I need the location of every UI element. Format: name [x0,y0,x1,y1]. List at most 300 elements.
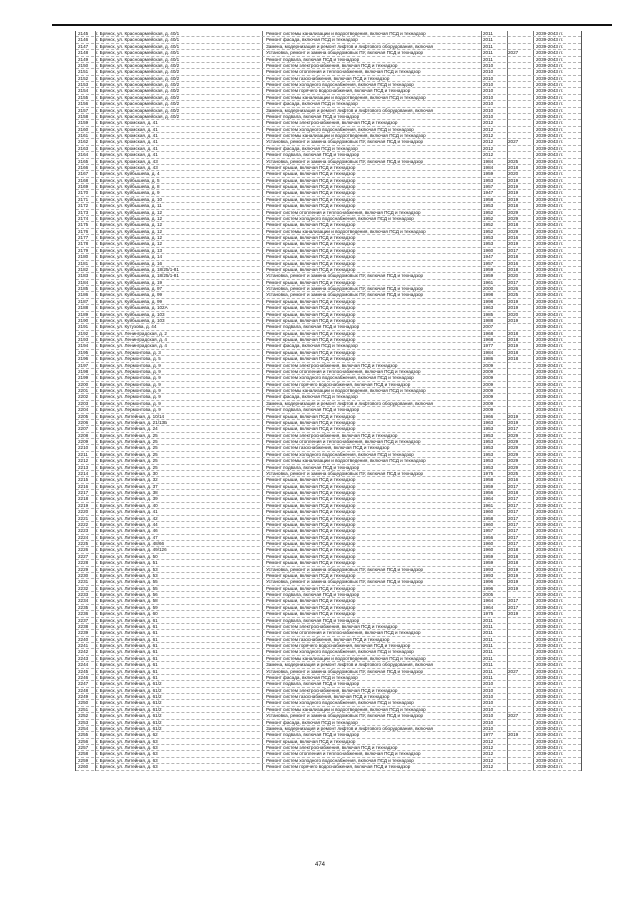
row-address: г. Брянск, ул. Лермонтова, д. 9 [96,375,161,381]
row-last-repair-year: 2018 [508,266,519,272]
row-year-built: 1953 [483,241,494,247]
row-number: 2178 [78,241,89,247]
row-planned-period: 2039-2043 гг. [536,62,564,68]
row-address: г. Брянск, ул. Кромская, д. 43 [96,164,158,170]
row-number: 2148 [78,50,89,56]
row-year-built: 1996 [483,585,494,591]
row-year-built: 1953 [483,458,494,464]
row-year-built: 2010 [483,687,494,693]
row-number: 2156 [78,101,89,107]
row-last-repair-year: 2025 [508,158,519,164]
row-last-repair-year: 2017 [508,426,519,432]
row-address: г. Брянск, ул. Куйбышева, д. 18/25/1-81 [96,273,179,279]
row-planned-period: 2039-2043 гг. [536,738,564,744]
row-work-type: Ремонт фасада, включая ПСД и технадзор [266,674,358,680]
row-work-type: Ремонт систем холодного водоснабжения, включая ПСД и технадзор [266,215,414,221]
row-year-built: 1959 [483,483,494,489]
row-number: 2244 [78,662,89,668]
row-address: г. Брянск, ул. Куйбышева, д. 99 [96,298,163,304]
row-work-type: Ремонт крыши, включая ПСД и технадзор [266,413,356,419]
row-number: 2151 [78,69,89,75]
row-address: г. Брянск, ул. Красноармейская, д. 40/2 [96,113,180,119]
row-work-type: Ремонт систем отопления и теплоснабжения, включая ПСД и технадзор [266,439,421,444]
row-planned-period: 2039-2043 гг. [536,254,564,260]
row-year-built: 2011 [483,31,493,36]
row-year-built: 2009 [483,388,494,393]
row-last-repair-year: 2016 [508,477,519,483]
row-number: 2198 [78,368,89,374]
row-number: 2206 [78,419,89,425]
row-number: 2220 [78,509,89,515]
row-last-repair-year: 2029 [508,209,519,215]
row-year-built: 1953 [483,235,494,240]
row-number: 2213 [78,464,89,470]
row-address: г. Брянск, ул. Литейная, д. 60 [96,611,158,617]
row-number: 2233 [78,592,89,597]
row-work-type: Ремонт крыши, включая ПСД и технадзор [266,305,356,311]
row-planned-period: 2039-2043 гг. [536,43,564,49]
row-work-type: Ремонт систем газоснабжения, включая ПСД и технадзор [266,636,390,642]
row-planned-period: 2039-2043 гг. [536,279,564,285]
row-number: 2171 [78,196,89,202]
row-number: 2182 [78,266,89,272]
row-planned-period: 2039-2043 гг. [536,133,564,138]
row-year-built: 2012 [483,145,494,151]
row-work-type: Ремонт системы канализации и водоотведения, включая ПСД и технадзор [266,228,426,234]
row-address: г. Брянск, ул. Лермонтова, д. 5 [96,356,161,362]
row-work-type: Ремонт систем отопления и теплоснабжения, включая ПСД и технадзор [266,69,421,75]
row-year-built: 1953 [483,432,494,438]
row-work-type: Ремонт системы канализации и водоотведения, включая ПСД и технадзор [266,31,426,36]
row-work-type: Ремонт крыши, включая ПСД и технадзор [266,164,356,170]
row-address: г. Брянск, ул. Лермонтова, д. 9 [96,394,161,400]
row-address: г. Брянск, ул. Куйбышева, д. 8 [96,184,160,189]
row-planned-period: 2039-2043 гг. [536,101,564,107]
row-year-built: 1961 [483,502,494,508]
row-last-repair-year: 2016 [508,235,519,240]
row-year-built: 1960 [483,521,494,527]
row-last-repair-year: 2017 [508,515,519,521]
row-address: г. Брянск, ул. Куйбышева, д. 9 [96,190,160,196]
row-year-built: 2011 [483,37,493,43]
row-planned-period: 2039-2043 гг. [536,273,564,279]
row-work-type: Ремонт подвала, включая ПСД и технадзор [266,592,360,597]
row-address: г. Брянск, ул. Кромская, д. 41 [96,133,158,138]
row-year-built: 1947 [483,190,494,196]
row-year-built: 1993 [483,566,494,572]
row-number: 2234 [78,598,89,604]
row-address: г. Брянск, ул. Куйбышева, д. 12 [96,241,163,247]
row-last-repair-year: 2018 [508,330,519,336]
row-planned-period: 2039-2043 гг. [536,305,564,311]
row-address: г. Брянск, ул. Куйбышева, д. 18/25/1-81 [96,266,179,272]
row-year-built: 1958 [483,515,494,521]
row-year-built: 2009 [483,394,494,400]
row-planned-period: 2039-2043 гг. [536,662,564,668]
row-last-repair-year: 2019 [508,241,519,247]
row-work-type: Ремонт крыши, включая ПСД и технадзор [266,502,356,508]
row-address: г. Брянск, ул. Лермонтова, д. 9 [96,362,161,368]
row-last-repair-year: 2017 [508,541,519,546]
row-last-repair-year: 2017 [508,534,519,540]
row-last-repair-year: 2029 [508,228,519,234]
row-year-built: 1959 [483,266,494,272]
row-address: г. Брянск, ул. Литейная, д. 53 [96,572,158,578]
row-number: 2155 [78,94,89,100]
row-address: г. Брянск, ул. Куйбышева, д. 5 [96,177,160,183]
row-last-repair-year: 2019 [508,732,519,738]
row-work-type: Ремонт крыши, включая ПСД и технадзор [266,177,356,183]
row-year-built: 1952 [483,215,494,221]
row-planned-period: 2039-2043 гг. [536,585,564,591]
row-year-built: 1963 [483,419,494,425]
row-planned-period: 2039-2043 гг. [536,286,564,291]
row-year-built: 2005 [483,592,494,597]
row-year-built: 2012 [483,126,494,132]
row-last-repair-year: 2018 [508,222,519,228]
row-year-built: 1998 [483,298,494,304]
row-planned-period: 2039-2043 гг. [536,598,564,604]
row-year-built: 1958 [483,196,494,202]
row-work-type: Ремонт крыши, включая ПСД и технадзор [266,317,356,323]
row-address: г. Брянск, ул. Литейная, д. 61/2 [96,706,162,712]
row-work-type: Ремонт систем электроснабжения, включая ПСД и технадзор [266,623,398,629]
row-year-built: 2011 [483,643,493,648]
row-work-type: Установка, ремонт и замена общедомовых ПУ, включая ПСД и технадзор [266,566,424,572]
row-number: 2205 [78,413,89,419]
row-work-type: Ремонт крыши, включая ПСД и технадзор [266,521,356,527]
row-last-repair-year: 2017 [508,528,519,534]
row-number: 2245 [78,668,89,674]
row-number: 2216 [78,483,89,489]
row-work-type: Ремонт подвала, включая ПСД и технадзор [266,681,360,687]
row-last-repair-year: 2018 [508,553,519,559]
capital-repair-table [75,31,582,771]
row-work-type: Ремонт подвала, включая ПСД и технадзор [266,732,360,738]
row-work-type: Ремонт подвала, включая ПСД и технадзор [266,113,360,119]
row-address: г. Брянск, ул. Литейная, д. 47 [96,534,158,540]
row-year-built: 2011 [483,50,493,56]
row-planned-period: 2039-2043 гг. [536,311,564,317]
row-year-built: 1953 [483,203,494,209]
row-year-built: 1953 [483,439,494,444]
row-work-type: Ремонт систем электроснабжения, включая ПСД и технадзор [266,362,398,368]
row-last-repair-year: 2019 [508,585,519,591]
row-last-repair-year: 2018 [508,560,519,566]
row-planned-period: 2039-2043 гг. [536,681,564,687]
row-address: г. Брянск, ул. Литейная, д. 25 [96,464,158,470]
row-planned-period: 2039-2043 гг. [536,496,564,502]
row-address: г. Брянск, ул. Красноармейская, д. 40/1 [96,50,180,56]
row-year-built: 2009 [483,381,494,387]
row-address: г. Брянск, ул. Красноармейская, д. 40/1 [96,31,180,36]
row-planned-period: 2039-2043 гг. [536,298,564,304]
row-number: 2183 [78,273,89,279]
row-year-built: 2011 [483,623,493,629]
row-work-type: Ремонт систем холодного водоснабжения, включая ПСД и технадзор [266,82,414,87]
row-planned-period: 2039-2043 гг. [536,541,564,546]
row-work-type: Ремонт крыши, включая ПСД и технадзор [266,337,356,342]
row-address: г. Брянск, ул. Куйбышева, д. 11 [96,203,162,209]
row-address: г. Брянск, ул. Литейная, д. 25 [96,458,158,464]
row-number: 2146 [78,37,89,43]
row-number: 2192 [78,330,89,336]
row-number: 2225 [78,541,89,546]
row-work-type: Установка, ремонт и замена общедомовых ПУ, включая ПСД и технадзор [266,292,424,298]
row-planned-period: 2039-2043 гг. [536,349,564,355]
row-year-built: 2012 [483,745,494,750]
row-planned-period: 2039-2043 гг. [536,694,564,699]
row-work-type: Ремонт систем отопления и теплоснабжения, включая ПСД и технадзор [266,368,421,374]
row-number: 2189 [78,311,89,317]
row-planned-period: 2039-2043 гг. [536,209,564,215]
row-address: г. Брянск, ул. Лермонтова, д. 9 [96,407,161,413]
row-year-built: 2012 [483,751,494,757]
row-address: г. Брянск, ул. Литейная, д. 46 [96,528,158,534]
row-work-type: Ремонт систем холодного водоснабжения, включая ПСД и технадзор [266,757,414,763]
row-address: г. Брянск, ул. Кромская, д. 41 [96,126,158,132]
row-work-type: Ремонт крыши, включая ПСД и технадзор [266,260,356,266]
row-planned-period: 2039-2043 гг. [536,120,564,126]
row-planned-period: 2039-2043 гг. [536,509,564,515]
row-address: г. Брянск, ул. Красноармейская, д. 40/2 [96,107,180,113]
row-number: 2226 [78,547,89,553]
row-work-type: Установка, ремонт и замена общедомовых ПУ, включая ПСД и технадзор [266,286,424,291]
row-work-type: Ремонт крыши, включая ПСД и технадзор [266,171,356,177]
row-year-built: 1953 [483,426,494,432]
row-address: г. Брянск, ул. Куйбышева, д. 12 [96,222,163,228]
row-address: г. Брянск, ул. Литейная, д. 21/13Б [96,419,168,425]
row-work-type: Ремонт систем горячего водоснабжения, включая ПСД и технадзор [266,88,411,94]
row-address: г. Брянск, ул. Литейная, д. 61 [96,674,158,680]
row-number: 2149 [78,56,89,62]
row-planned-period: 2039-2043 гг. [536,88,564,94]
row-year-built: 2011 [483,56,493,62]
row-work-type: Ремонт крыши, включая ПСД и технадзор [266,509,356,515]
row-number: 2260 [78,764,89,770]
row-last-repair-year: 2017 [508,247,519,253]
row-address: г. Брянск, ул. Красноармейская, д. 40/1 [96,56,180,62]
row-last-repair-year: 2029 [508,458,519,464]
row-planned-period: 2039-2043 гг. [536,196,564,202]
row-year-built: 1960 [483,247,494,253]
row-year-built: 1968 [483,330,494,336]
row-last-repair-year: 2017 [508,604,519,610]
table-row [76,764,581,770]
row-number: 2231 [78,579,89,585]
row-planned-period: 2039-2043 гг. [536,235,564,240]
row-address: г. Брянск, ул. Литейная, д. 61 [96,636,158,642]
row-year-built: 2011 [483,662,493,668]
row-last-repair-year: 2027 [508,139,519,145]
row-number: 2257 [78,745,89,750]
row-number: 2202 [78,394,89,400]
row-last-repair-year: 2019 [508,184,519,189]
row-number: 2200 [78,381,89,387]
row-address: г. Брянск, ул. Красноармейская, д. 40/2 [96,69,180,75]
row-address: г. Брянск, ул. Литейная, д. 25 [96,451,158,457]
row-planned-period: 2039-2043 гг. [536,177,564,183]
row-last-repair-year: 2019 [508,190,519,196]
row-work-type: Установка, ремонт и замена общедомовых ПУ, включая ПСД и технадзор [266,713,424,719]
row-last-repair-year: 2019 [508,298,519,304]
row-number: 2164 [78,152,89,158]
row-year-built: 2011 [483,630,493,636]
row-year-built: 1968 [483,337,494,342]
row-planned-period: 2039-2043 гг. [536,719,564,725]
row-planned-period: 2039-2043 гг. [536,164,564,170]
row-planned-period: 2039-2043 гг. [536,330,564,336]
row-number: 2259 [78,757,89,763]
row-last-repair-year: 2018 [508,203,519,209]
row-address: г. Брянск, ул. Красноармейская, д. 40/1 [96,37,180,43]
row-address: г. Брянск, ул. Литейная, д. 56 [96,592,158,597]
page-number: 474 [314,862,325,868]
row-number: 2191 [78,324,89,330]
row-work-type: Ремонт системы канализации и водоотведения, включая ПСД и технадзор [266,133,426,138]
row-planned-period: 2039-2043 гг. [536,228,564,234]
row-work-type: Ремонт систем холодного водоснабжения, включая ПСД и технадзор [266,451,414,457]
row-planned-period: 2039-2043 гг. [536,611,564,617]
row-year-built: 2010 [483,706,494,712]
row-work-type: Ремонт фасада, включая ПСД и технадзор [266,719,358,725]
row-year-built: 1996 [483,579,494,585]
row-address: г. Брянск, ул. Литейная, д. 25 [96,445,158,451]
row-year-built: 1956 [483,534,494,540]
row-number: 2229 [78,566,89,572]
row-last-repair-year: 2029 [508,439,519,444]
row-address: г. Брянск, ул. Куйбышева, д. 103 [96,311,165,317]
row-year-built: 1984 [483,349,494,355]
row-number: 2179 [78,247,89,253]
row-work-type: Ремонт систем отопления и теплоснабжения, включая ПСД и технадзор [266,751,421,757]
row-number: 2184 [78,279,89,285]
row-address: г. Брянск, ул. Литейная, д. 32 [96,477,158,483]
row-year-built: 2010 [483,94,494,100]
row-work-type: Ремонт крыши, включая ПСД и технадзор [266,611,356,617]
row-year-built: 1959 [483,273,494,279]
row-year-built: 2010 [483,719,494,725]
row-work-type: Ремонт системы канализации и водоотведения, включая ПСД и технадзор [266,706,426,712]
row-planned-period: 2039-2043 гг. [536,649,564,655]
row-number: 2172 [78,203,89,209]
row-address: г. Брянск, ул. Литейная, д. 51 [96,560,158,566]
row-planned-period: 2039-2043 гг. [536,113,564,119]
row-address: г. Брянск, ул. Куйбышева, д. 12 [96,228,163,234]
row-year-built: 2010 [483,694,494,699]
row-last-repair-year: 2018 [508,254,519,260]
row-number: 2193 [78,337,89,342]
row-last-repair-year: 2029 [508,464,519,470]
row-last-repair-year: 2019 [508,196,519,202]
row-work-type: Ремонт крыши, включая ПСД и технадзор [266,572,356,578]
row-planned-period: 2039-2043 гг. [536,171,564,177]
row-last-repair-year: 2020 [508,311,519,317]
row-number: 2210 [78,445,89,451]
row-year-built: 1959 [483,171,494,177]
row-address: г. Брянск, ул. Куйбышева, д. 12 [96,209,163,215]
row-number: 2221 [78,515,89,521]
row-year-built: 2012 [483,139,494,145]
row-year-built: 2010 [483,700,494,706]
row-planned-period: 2039-2043 гг. [536,623,564,629]
row-number: 2185 [78,286,89,291]
row-planned-period: 2039-2043 гг. [536,419,564,425]
row-number: 2222 [78,521,89,527]
row-work-type: Ремонт крыши, включая ПСД и технадзор [266,356,356,362]
row-address: г. Брянск, ул. Литейная, д. 55 [96,585,158,591]
row-work-type: Ремонт крыши, включая ПСД и технадзор [266,235,356,240]
row-last-repair-year: 2027 [508,713,519,719]
row-work-type: Ремонт крыши, включая ПСД и технадзор [266,604,356,610]
row-number: 2224 [78,534,89,540]
row-year-built: 2011 [483,617,493,623]
row-work-type: Ремонт систем отопления и теплоснабжения, включая ПСД и технадзор [266,209,421,215]
row-year-built: 2012 [483,738,494,744]
row-number: 2166 [78,164,89,170]
row-number: 2188 [78,305,89,311]
row-planned-period: 2039-2043 гг. [536,630,564,636]
row-last-repair-year: 2019 [508,611,519,617]
top-rule [52,24,612,26]
row-work-type: Замена, модернизация и ремонт лифтов и лифтового оборудования, включая [266,662,434,668]
row-address: г. Брянск, ул. Литейная, д. 61/2 [96,700,162,706]
row-planned-period: 2039-2043 гг. [536,343,564,349]
row-planned-period: 2039-2043 гг. [536,82,564,87]
row-address: г. Брянск, ул. Ленинградская, д. 4 [96,343,167,349]
row-last-repair-year: 2020 [508,273,519,279]
row-number: 2232 [78,585,89,591]
row-planned-period: 2039-2043 гг. [536,617,564,623]
row-last-repair-year: 2027 [508,50,519,56]
row-planned-period: 2039-2043 гг. [536,407,564,413]
row-year-built: 2000 [483,286,494,291]
row-address: г. Брянск, ул. Литейная, д. 63 [96,757,158,763]
row-planned-period: 2039-2043 гг. [536,50,564,56]
row-last-repair-year: 2017 [508,279,519,285]
row-work-type: Ремонт систем горячего водоснабжения, включая ПСД и технадзор [266,764,411,770]
row-year-built: 2011 [483,43,493,49]
row-year-built: 2011 [483,674,493,680]
row-number: 2169 [78,184,89,189]
row-year-built: 1998 [483,292,494,298]
row-work-type: Установка, ремонт и замена общедомовых ПУ, включая ПСД и технадзор [266,158,424,164]
row-address: г. Брянск, ул. Ленинградская, д. 4 [96,337,167,342]
row-planned-period: 2039-2043 гг. [536,521,564,527]
row-planned-period: 2039-2043 гг. [536,560,564,566]
row-planned-period: 2039-2043 гг. [536,31,564,36]
row-year-built: 2009 [483,368,494,374]
row-planned-period: 2039-2043 гг. [536,464,564,470]
row-work-type: Ремонт систем холодного водоснабжения, включая ПСД и технадзор [266,375,414,381]
row-year-built: 2009 [483,407,494,413]
row-number: 2157 [78,107,89,113]
row-planned-period: 2039-2043 гг. [536,394,564,400]
row-number: 2217 [78,490,89,495]
row-planned-period: 2039-2043 гг. [536,502,564,508]
row-number: 2154 [78,88,89,94]
row-last-repair-year: 2018 [508,349,519,355]
row-planned-period: 2039-2043 гг. [536,458,564,464]
row-address: г. Брянск, ул. Лермонтова, д. 9 [96,400,161,406]
row-address: г. Брянск, ул. Литейная, д. 61 [96,617,158,623]
row-work-type: Ремонт крыши, включая ПСД и технадзор [266,222,356,228]
row-work-type: Установка, ремонт и замена общедомовых ПУ, включая ПСД и технадзор [266,273,424,279]
row-work-type: Установка, ремонт и замена общедомовых ПУ, включая ПСД и технадзор [266,668,424,674]
row-work-type: Ремонт крыши, включая ПСД и технадзор [266,528,356,534]
row-last-repair-year: 2020 [508,171,519,177]
row-work-type: Установка, ремонт и замена общедомовых ПУ, включая ПСД и технадзор [266,470,424,476]
